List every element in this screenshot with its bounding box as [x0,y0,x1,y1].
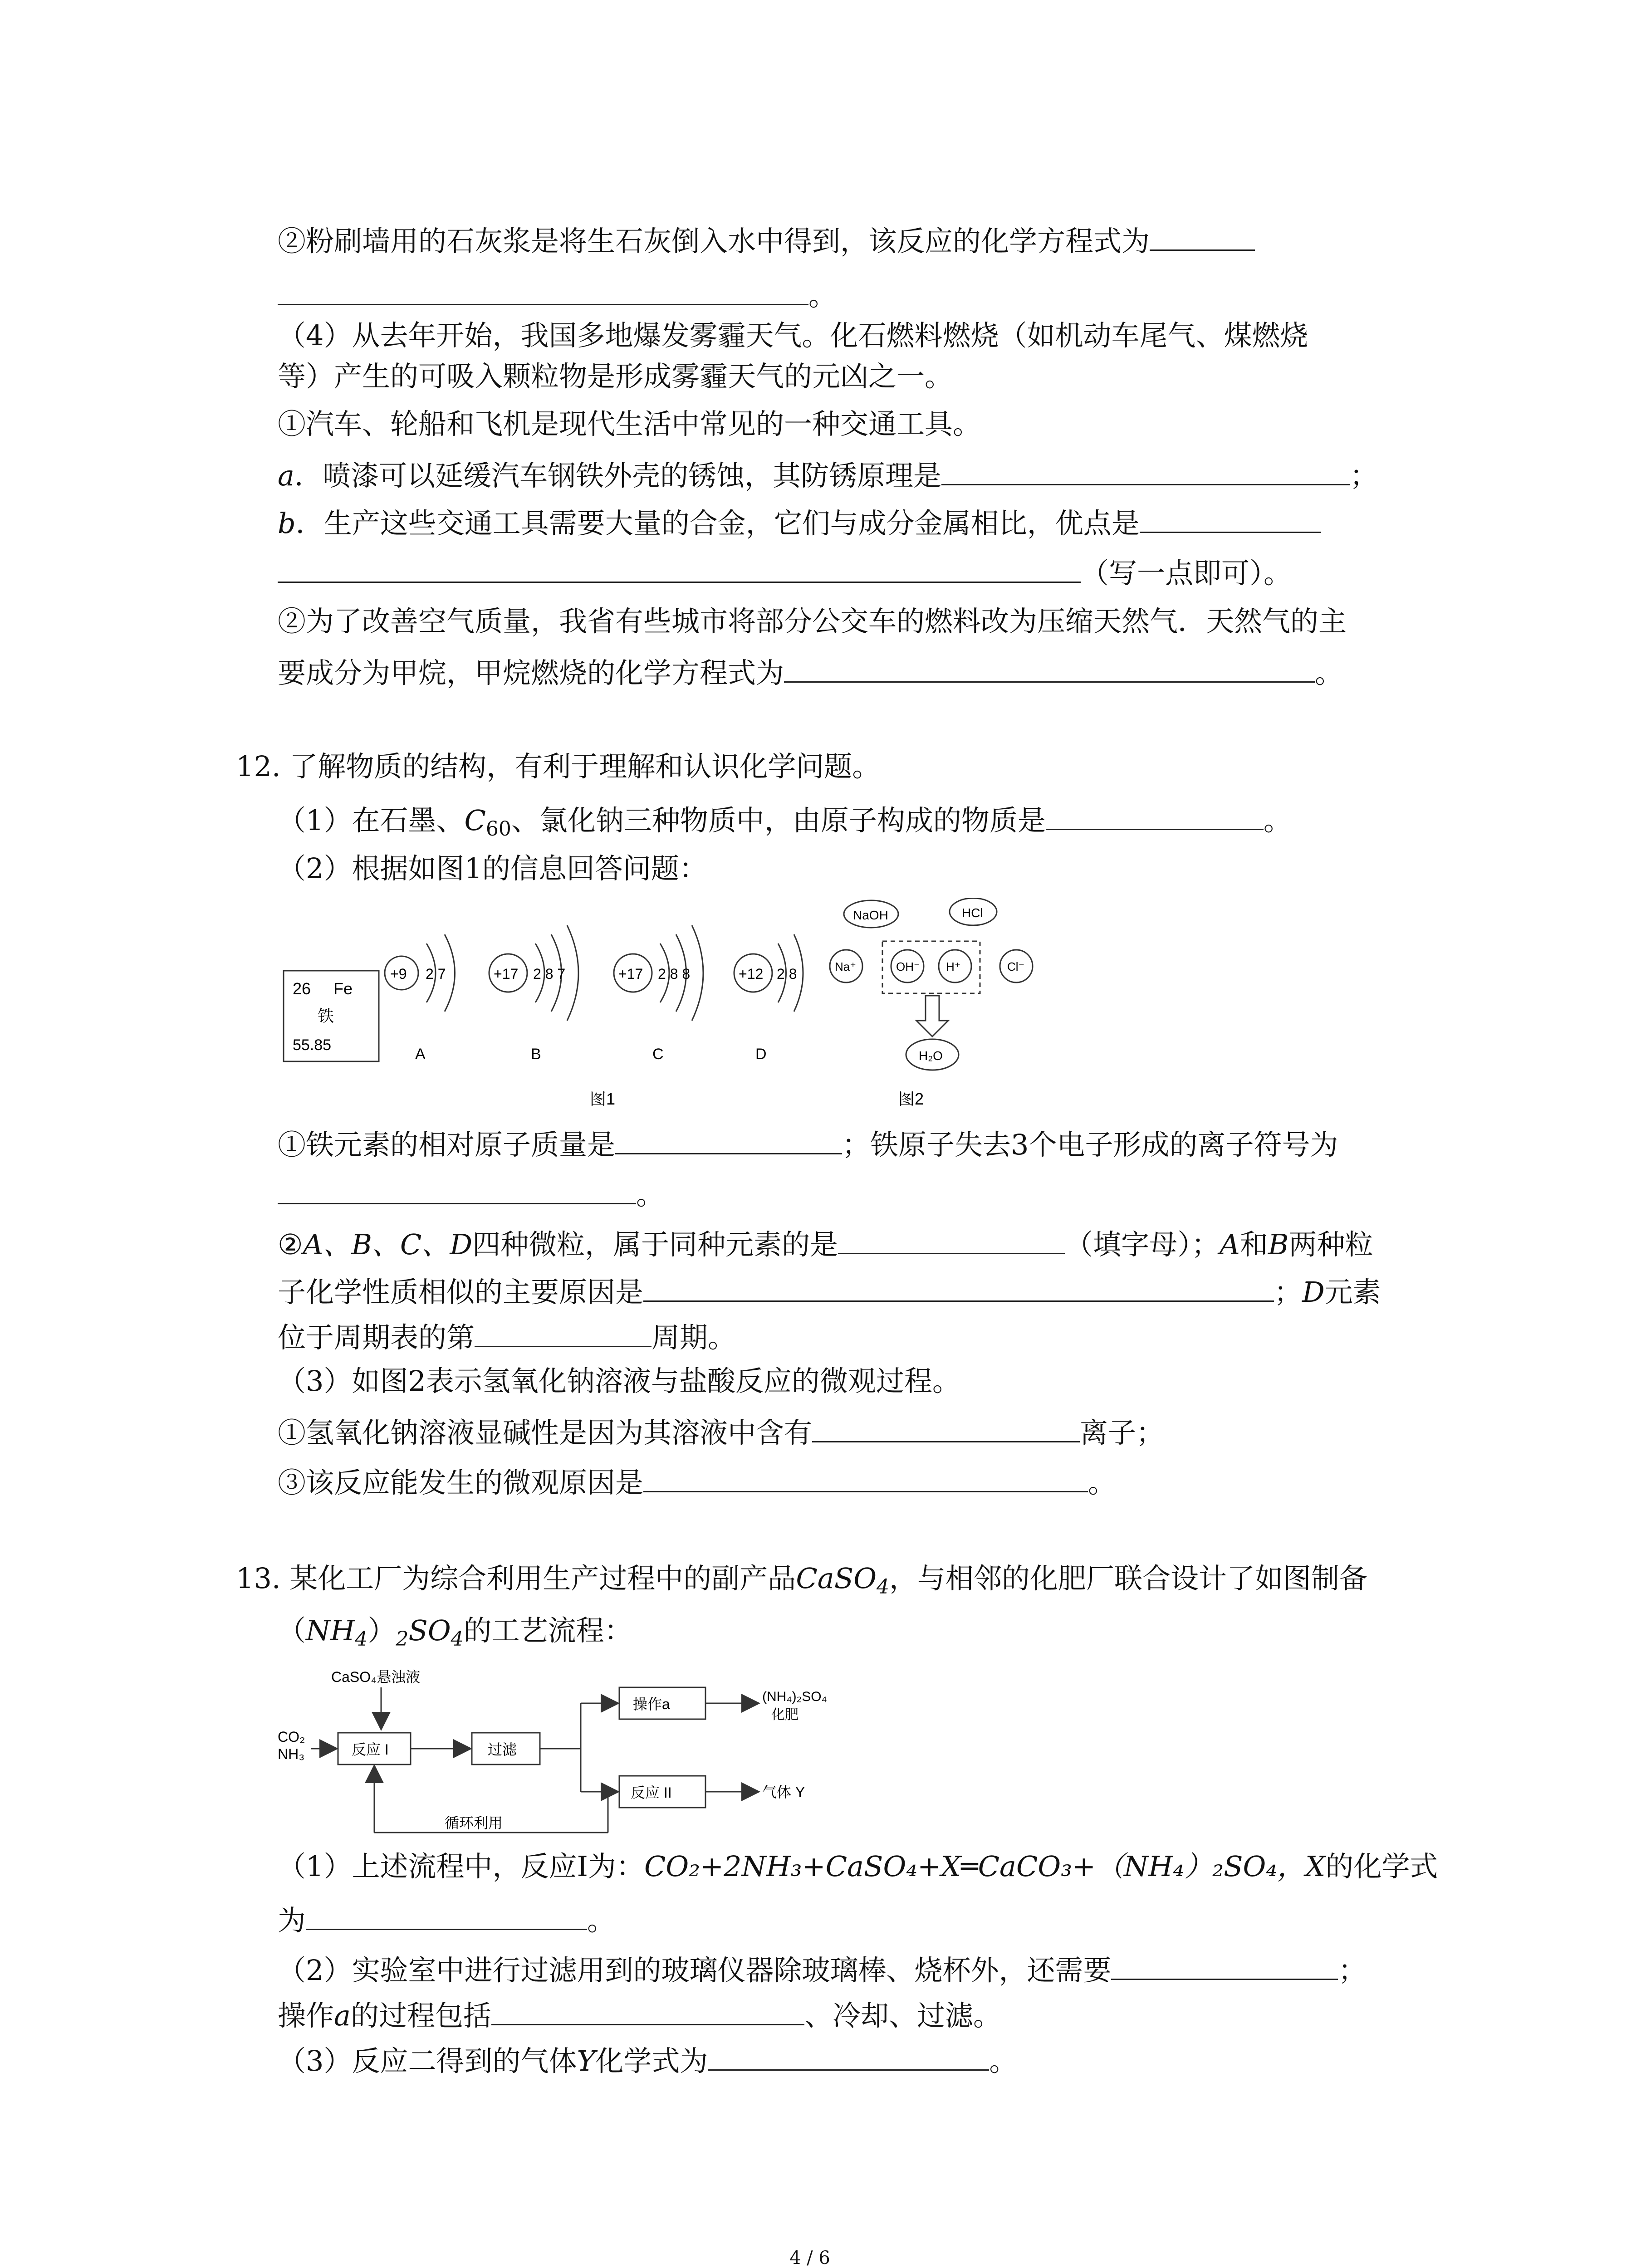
q11-part4-line-4: a．喷漆可以延缓汽车钢铁外壳的锈蚀，其防锈原理是 ； [278,456,1378,494]
q13-sub1-line-1: （1）上述流程中，反应Ⅰ为：CO₂+2NH₃+CaSO₄+X═CaCO₃+（NH₄）₂SO₄，X的化学式 [278,1850,1438,1883]
q11-line-2: 。 [278,276,837,314]
answer-blank[interactable] [643,1463,1088,1492]
atom-d [734,934,803,1063]
q12-q4-line: ③该反应能发生的微观原因是 。 [278,1463,1116,1501]
element-symbol: Fe [333,979,353,998]
q12-q2-line-1: ②A、B、C、D四种微粒，属于同种元素的是 （填字母）；A和B两种粒 [278,1225,1373,1263]
h-ion: H⁺ [946,960,961,973]
answer-blank[interactable] [475,1318,652,1347]
q11-part4-line-2: 等）产生的可吸入颗粒物是形成雾霾天气的元凶之一。 [278,360,953,393]
nh3-label: NH₃ [278,1746,305,1762]
q11-part4-line-1: （4）从去年开始，我国多地爆发雾霾天气。化石燃料燃烧（如机动车尾气、煤燃烧 [278,319,1308,352]
figure-2-caption: 图2 [898,1090,924,1108]
element-mass: 55.85 [293,1036,332,1054]
svg-text:+12: +12 [739,966,764,982]
answer-blank[interactable] [306,1901,587,1930]
oh-ion: OH⁻ [896,960,920,973]
operation-a-label: 操作a [633,1696,670,1712]
svg-text:2 7: 2 7 [426,966,446,982]
answer-blank[interactable] [1046,801,1264,830]
answer-blank[interactable] [278,1175,636,1204]
svg-text:C: C [652,1046,664,1063]
q13-title-line-1: 13. 某化工厂为综合利用生产过程中的副产品CaSO$_4$，与相邻的化肥厂联合设计了如图制备 [236,1562,1368,1598]
h2o-label: H₂O [919,1049,943,1063]
answer-blank[interactable] [643,1272,1274,1302]
gas-y-label: 气体 Y [762,1784,805,1800]
q12-q1-line-1: ①铁元素的相对原子质量是 ；铁原子失去3个电子形成的离子符号为 [278,1125,1338,1163]
q12-sub2: （2）根据如图1的信息回答问题： [278,852,707,885]
answer-blank[interactable] [941,456,1350,485]
q13-sub3-line: （3）反应二得到的气体Y化学式为 。 [278,2041,1017,2079]
q11-part4-line-7: ②为了改善空气质量，我省有些城市将部分公交车的燃料改为压缩天然气．天然气的主 [278,605,1347,638]
answer-blank[interactable] [1150,221,1255,251]
svg-text:+17: +17 [494,966,519,982]
answer-blank[interactable] [812,1413,1080,1442]
element-number: 26 [293,979,311,998]
process-flow-diagram [272,1665,916,1846]
fertilizer-label: 化肥 [771,1707,798,1722]
atom-a [385,934,455,1063]
atom-c [614,925,703,1063]
svg-text:B: B [531,1046,541,1063]
q13-title-line-2: $(NH_4)_2SO_4$的工艺流程： [278,1614,632,1651]
svg-text:2 8: 2 8 [777,966,797,982]
naoh-label: NaOH [853,908,888,922]
q12-title: 12. 了解物质的结构，有利于理解和认识化学问题。 [236,750,881,783]
reaction-1-label: 反应 I [352,1741,389,1758]
q12-sub3: （3）如图2表示氢氧化钠溶液与盐酸反应的微观过程。 [278,1364,960,1398]
svg-text:+17: +17 [618,966,643,982]
q11-line-1: ②粉刷墙用的石灰浆是将生石灰倒入水中得到，该反应的化学方程式为 [278,221,1255,259]
page-number: 4 / 6 [789,2248,830,2268]
q11-part4-line-6: （写一点即可）。 [278,553,1292,591]
q12-sub1: （1）在石墨、$C_{60}$、氯化钠三种物质中，由原子构成的物质是 。 [278,801,1292,847]
answer-blank[interactable] [1111,1950,1338,1980]
product-label: (NH₄)₂SO₄ [762,1689,827,1704]
reaction-arrow [916,996,948,1036]
answer-blank[interactable] [615,1125,842,1154]
na-ion: Na⁺ [835,960,856,973]
q12-q1-line-2: 。 [278,1175,664,1213]
svg-text:+9: +9 [390,966,407,982]
answer-blank[interactable] [784,653,1315,683]
figure-2-neutralization [830,898,1033,1070]
q12-q2-line-3: 位于周期表的第 周期。 [278,1318,736,1356]
figure-1-2 [272,898,1080,1116]
cl-ion: Cl⁻ [1007,960,1025,973]
answer-blank[interactable] [491,1996,804,2025]
svg-text:2 8 7: 2 8 7 [533,966,566,982]
filter-label: 过滤 [488,1741,517,1758]
answer-blank[interactable] [708,2041,989,2071]
element-name: 铁 [318,1007,334,1025]
co2-label: CO₂ [278,1729,305,1745]
hcl-label: HCl [962,906,983,920]
q13-sub2-line-2: 操作a的过程包括 、冷却、过滤。 [278,1996,1001,2034]
answer-blank[interactable] [838,1225,1065,1254]
q12-q3-line: ①氢氧化钠溶液显碱性是因为其溶液中含有 离子； [278,1413,1164,1451]
atom-b [489,925,578,1063]
recycle-label: 循环利用 [445,1815,503,1831]
answer-blank[interactable] [278,553,1081,583]
answer-blank[interactable] [278,276,808,305]
svg-text:D: D [755,1046,767,1063]
reaction-2-label: 反应 II [631,1784,672,1801]
q11-part4-line-8: 要成分为甲烷，甲烷燃烧的化学方程式为 。 [278,653,1343,691]
answer-blank[interactable] [1140,503,1321,533]
svg-text:A: A [415,1046,426,1063]
q11-part4-line-5: b．生产这些交通工具需要大量的合金，它们与成分金属相比，优点是 [278,503,1321,542]
svg-text:2 8 8: 2 8 8 [658,966,691,982]
q13-sub2-line-1: （2）实验室中进行过滤用到的玻璃仪器除玻璃棒、烧杯外，还需要 ； [278,1950,1366,1989]
q12-q2-line-2: 子化学性质相似的主要原因是 ；D元素 [278,1272,1381,1310]
figure-1-caption: 图1 [590,1090,616,1108]
caso4-suspension-label: CaSO₄悬浊液 [331,1669,421,1685]
q11-part4-line-3: ①汽车、轮船和飞机是现代生活中常见的一种交通工具。 [278,407,981,440]
q13-sub1-line-2: 为 。 [278,1901,615,1939]
